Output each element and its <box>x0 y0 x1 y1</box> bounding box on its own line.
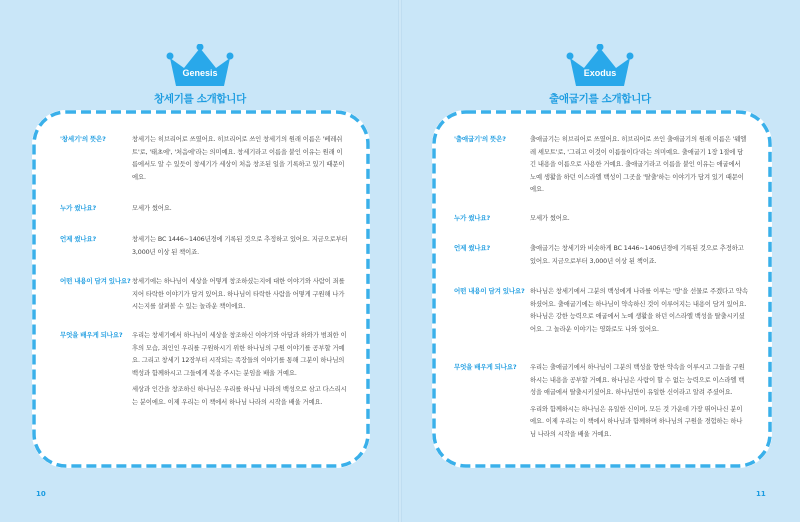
answer-text: 출애굽기는 히브리어로 쓰였어요. 히브리어로 쓰인 출애굽기의 원래 이름은 '웨엘레 셰모트'로, '그리고 이것이 이름들이다'라는 의미예요. 출애굽기 1장 1절에 담긴 내용을 이름으로 사용한 거예요. 출애굽기라고 이름을 붙인 이유는 애굽에서 노예 생활을 하던 이스라엘 백성이 그곳을 '탈출'하는 이야기가 담겨 있기 때문이에요. <box>530 136 747 194</box>
crown-label: Exodus <box>583 68 617 78</box>
answer-text: 창세기에는 하나님이 세상을 어떻게 창조하셨는지에 대한 이야기와 사람이 죄를 지어 타락한 이야기가 담겨 있어요. 하나님이 타락한 사람을 어떻게 구원해 나가시는지를 살펴볼 수 있는 놀라운 책이에요. <box>132 278 345 311</box>
answer-text: 모세가 썼어요. <box>530 215 570 222</box>
page-title: 출애굽기를 소개합니다 <box>549 93 651 105</box>
page-title: 창세기를 소개합니다 <box>154 93 246 105</box>
answer-text: 창세기는 히브리어로 쓰였어요. 히브리어로 쓰인 창세기의 원래 이름은 '베레쉬트'로, '태초에', '처음에'라는 의미예요. 창세기라고 이름을 붙인 이유는 원래 이름에서도 알 수 있듯이 창세기가 세상이 처음 창조된 일을 기록하고 있기 때문이에요. <box>132 136 345 181</box>
crown-label: Genesis <box>182 68 218 78</box>
question-label: 누가 썼나요? <box>60 204 97 212</box>
question-label: 어떤 내용이 담겨 있나요? <box>454 287 525 295</box>
page-number: 11 <box>756 490 766 498</box>
content-box <box>432 110 772 468</box>
right-page <box>400 0 800 522</box>
question-label: 언제 썼나요? <box>60 235 97 243</box>
question-label: '출애굽기'의 뜻은? <box>454 135 506 143</box>
question-label: 무엇을 배우게 되나요? <box>60 331 123 339</box>
crown-badge <box>564 44 636 90</box>
answer-text: 우리는 창세기에서 하나님이 세상을 창조하신 이야기와 아담과 하와가 범죄한 이후의 모습, 죄인인 우리를 구원하시기 위한 하나님의 구원 이야기를 공부할 거예요. 그리고 창세기 12장부터 시작되는 족장들의 이야기를 통해 그분이 하나님의 백성과 함께하시고 그들에게 복을 주시는 분임을 배울 거예요. 세상과 인간을 창조하신 하나님은 우리를 하나님 나라의 백성으로 삼고 다스리시는 분이에요. 이제 우리는 이 책에서 하나님 나라의 시작을 배울 거예요. <box>132 332 347 406</box>
content-box <box>32 110 370 468</box>
crown-badge <box>164 44 236 90</box>
page-number: 10 <box>36 490 46 498</box>
crown-icon <box>164 44 236 90</box>
answer-text: 하나님은 창세기에서 그분의 백성에게 나라를 이루는 '땅'을 선물로 주겠다고 약속하셨어요. 출애굽기에는 하나님이 약속하신 것이 이루어지는 내용이 담겨 있어요. 하나님은 강한 능력으로 애굽에서 노예 생활을 하던 이스라엘 백성을 탈출시키셨어요. 그 놀라운 이야기는 영화로도 나와 있어요. <box>530 288 748 333</box>
answer-text: 우리는 출애굽기에서 하나님이 그분의 백성을 향한 약속을 이루시고 그들을 구원하시는 내용을 공부할 거예요. 하나님은 사람이 할 수 없는 능력으로 이스라엘 백성을 애굽에서 탈출시키셨어요. 하나님만이 유일한 신이라고 알려 주셨어요. 우리와 함께하시는 하나님은 유일한 신이며, 모든 것 가운데 가장 뛰어나신 분이에요. 이제 우리는 이 책에서 하나님과 함께하며 하나님의 구원을 경험하는 하나님 나라의 시작을 배울 거예요. <box>530 364 745 438</box>
question-label: '창세기'의 뜻은? <box>60 135 106 143</box>
question-label: 어떤 내용이 담겨 있나요? <box>60 277 131 285</box>
crown-icon <box>564 44 636 90</box>
question-label: 언제 썼나요? <box>454 244 491 252</box>
answer-text: 출애굽기는 창세기와 비슷하게 BC 1446~1406년경에 기록된 것으로 추정하고 있어요. 지금으로부터 3,000년 이상 된 책이죠. <box>530 245 744 265</box>
question-label: 누가 썼나요? <box>454 214 491 222</box>
answer-text: 모세가 썼어요. <box>132 205 172 212</box>
question-label: 무엇을 배우게 되나요? <box>454 363 517 371</box>
answer-text: 창세기는 BC 1446~1406년경에 기록된 것으로 추정하고 있어요. 지금으로부터 3,000년 이상 된 책이죠. <box>132 236 348 256</box>
